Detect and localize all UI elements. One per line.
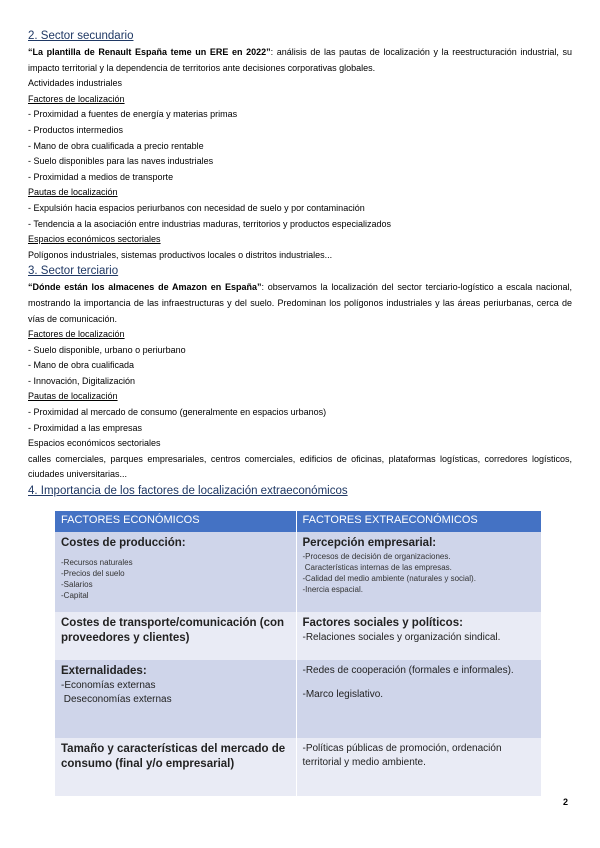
cell-public-policies xyxy=(296,738,541,796)
externality-item: -Economías externas xyxy=(61,680,156,691)
cell-externalities xyxy=(55,660,296,738)
section2-activities: Actividades industriales xyxy=(28,78,123,89)
cell-transport-costs xyxy=(55,612,296,660)
section4-heading: 4. Importancia de los factores de localización extraeconómicos xyxy=(28,485,348,498)
section2-factors-title: Factores de localización xyxy=(28,93,125,104)
page-number: 2 xyxy=(563,797,569,807)
business-perception-title: Percepción empresarial: xyxy=(302,537,437,549)
cell-production-costs xyxy=(55,532,296,612)
cell-cooperation xyxy=(296,660,541,738)
section2-factor-item: - Suelo disponibles para las naves industriales xyxy=(28,156,214,167)
section3-intro-title: “Dónde están los almacenes de Amazon en España” xyxy=(28,282,262,293)
section2-intro xyxy=(28,45,572,76)
legal-framework-item: -Marco legislativo. xyxy=(302,689,384,700)
section2-pattern-item: - Expulsión hacia espacios periurbanos con necesidad de suelo y por contaminación xyxy=(28,202,365,213)
section3-factors-title: Factores de localización xyxy=(28,329,125,340)
section2-spaces-title: Espacios económicos sectoriales xyxy=(28,234,161,245)
business-perception-item: -Procesos de decisión de organizaciones. xyxy=(302,552,451,561)
externality-item: Deseconomías externas xyxy=(61,694,172,705)
col-header-extraeconomic: FACTORES EXTRAECONÓMICOS xyxy=(296,511,541,532)
cell-social-political xyxy=(296,612,541,660)
col-header-economic: FACTORES ECONÓMICOS xyxy=(55,511,296,532)
section3-patterns-title: Pautas de localización xyxy=(28,391,118,402)
section2-factor-item: - Proximidad a medios de transporte xyxy=(28,171,174,182)
section3-intro xyxy=(28,280,572,327)
production-cost-item: -Salarios xyxy=(61,580,93,589)
section2-heading: 2. Sector secundario xyxy=(28,30,134,42)
externalities-title: Externalidades: xyxy=(61,665,147,677)
section3-factor-item: - Mano de obra cualificada xyxy=(28,360,135,371)
section3-intro-text: : observamos la localización del sector terciario-logístico a escala nacional, mostrando la importancia de las infraestructuras y del suelo. Predominan los polígonos industriales y las áreas periurbanas, cerca de vías de comunicación. xyxy=(28,282,572,324)
public-policies-item: -Políticas públicas de promoción, ordenación territorial y medio ambiente. xyxy=(302,743,502,768)
section3-pattern-item: - Proximidad al mercado de consumo (generalmente en espacios urbanos) xyxy=(28,407,327,418)
business-perception-item: -Calidad del medio ambiente (naturales y social). xyxy=(302,574,476,583)
production-cost-item: -Precios del suelo xyxy=(61,569,125,578)
production-cost-item: -Recursos naturales xyxy=(61,558,133,567)
cell-market-size xyxy=(55,738,296,796)
section2-intro-text: : análisis de las pautas de localización y la reestructuración industrial, su impacto territorial y la dependencia de territorios ante decisiones corporativas globales. xyxy=(28,47,572,73)
section3-pattern-item: - Proximidad a las empresas xyxy=(28,422,143,433)
business-perception-item: Características internas de las empresas. xyxy=(302,563,452,572)
production-costs-title: Costes de producción: xyxy=(61,537,186,549)
location-factors-table xyxy=(55,511,542,796)
social-political-title: Factores sociales y políticos: xyxy=(302,617,463,629)
section2-patterns-title: Pautas de localización xyxy=(28,187,118,198)
document-page xyxy=(28,28,572,500)
section2-factor-item: - Proximidad a fuentes de energía y materias primas xyxy=(28,109,238,120)
transport-costs-title: Costes de transporte/comunicación (con proveedores y clientes) xyxy=(61,617,285,644)
section3-factor-item: - Suelo disponible, urbano o periurbano xyxy=(28,344,186,355)
section2-pattern-item: - Tendencia a la asociación entre industrias maduras, territorios y productos especializados xyxy=(28,218,392,229)
market-size-title: Tamaño y características del mercado de consumo (final y/o empresarial) xyxy=(61,743,286,770)
section2-spaces-text: Polígonos industriales, sistemas productivos locales o distritos industriales... xyxy=(28,249,333,260)
section3-spaces-text: calles comerciales, parques empresariales, centros comerciales, edificios de oficinas, plataformas logísticas, corredores logísticos, ciudades universitarias... xyxy=(28,453,572,480)
section3-heading: 3. Sector terciario xyxy=(28,265,119,278)
section3-spaces-title: Espacios económicos sectoriales xyxy=(28,438,161,449)
social-political-item: -Relaciones sociales y organización sindical. xyxy=(302,632,501,643)
production-cost-item: -Capital xyxy=(61,591,89,600)
section2-factor-item: - Mano de obra cualificada a precio rentable xyxy=(28,140,204,151)
section3-factor-item: - Innovación, Digitalización xyxy=(28,375,136,386)
section2-factor-item: - Productos intermedios xyxy=(28,124,124,135)
cooperation-item: -Redes de cooperación (formales e informales). xyxy=(302,665,514,676)
section2-intro-title: “La plantilla de Renault España teme un ERE en 2022” xyxy=(28,47,271,57)
business-perception-item: -Inercia espacial. xyxy=(302,585,363,594)
cell-business-perception xyxy=(296,532,541,612)
